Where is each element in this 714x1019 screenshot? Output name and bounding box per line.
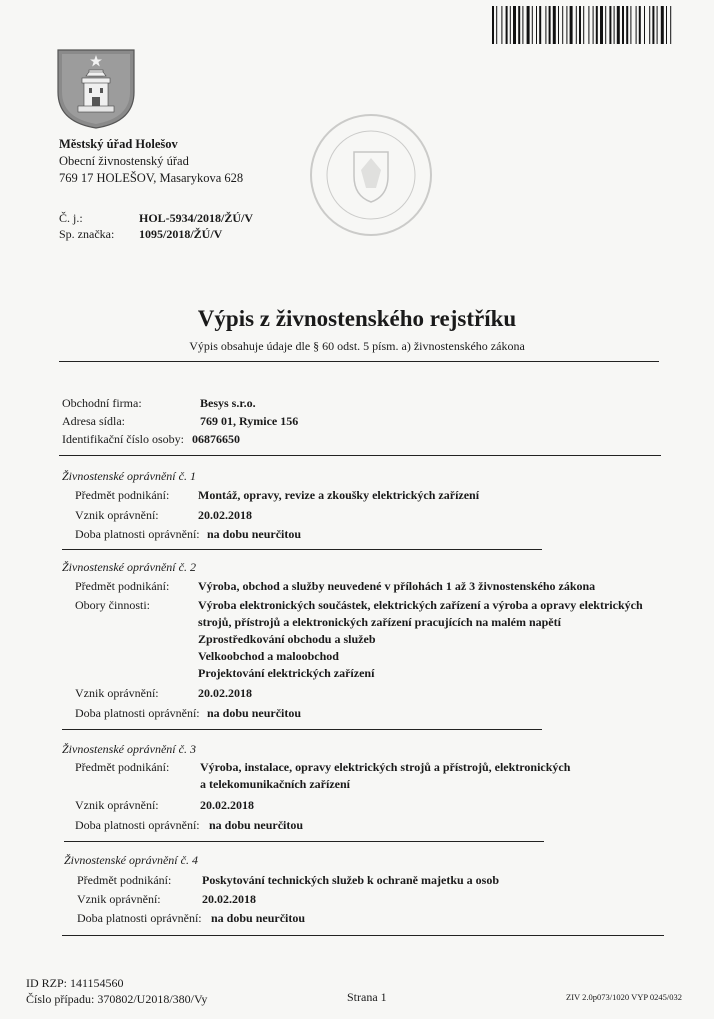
validity-value: na dobu neurčitou	[209, 818, 304, 832]
subject-value: Poskytování technických služeb k ochraně majetku a osob	[202, 873, 500, 887]
divider	[62, 729, 542, 730]
barcode	[492, 6, 704, 44]
validity-label: Doba platnosti oprávnění:	[75, 818, 200, 832]
subject-label: Předmět podnikání:	[75, 488, 170, 502]
holesov-coat-of-arms-icon	[56, 48, 136, 130]
license-heading: Živnostenské oprávnění č. 4	[64, 853, 198, 867]
validity-value: na dobu neurčitou	[211, 911, 306, 925]
divider	[59, 455, 661, 456]
validity-value: na dobu neurčitou	[207, 706, 302, 720]
document-subtitle: Výpis obsahuje údaje dle § 60 odst. 5 písm. a) živnostenského zákona	[189, 339, 525, 353]
field-item: Výroba elektronických součástek, elektrických zařízení a výroba a opravy elektrických	[198, 598, 643, 612]
subject-value: a telekomunikačních zařízení	[200, 777, 350, 791]
official-stamp-icon	[306, 110, 436, 240]
sp-label: Sp. značka:	[59, 227, 115, 241]
cj-label: Č. j.:	[59, 211, 83, 225]
address-value: 769 01, Rymice 156	[200, 414, 299, 428]
field-item: Projektování elektrických zařízení	[198, 666, 375, 680]
divider	[62, 549, 542, 550]
origin-value: 20.02.2018	[202, 892, 256, 906]
form-code: ZIV 2.0p073/1020 VYP 0245/032	[566, 992, 683, 1002]
license-heading: Živnostenské oprávnění č. 1	[62, 469, 196, 483]
subject-value: Montáž, opravy, revize a zkoušky elektrických zařízení	[198, 488, 480, 502]
license-heading: Živnostenské oprávnění č. 3	[62, 742, 196, 756]
license-heading: Živnostenské oprávnění č. 2	[62, 560, 196, 574]
office-department: Obecní živnostenský úřad	[59, 154, 189, 168]
document-title: Výpis z živnostenského rejstříku	[197, 306, 517, 331]
page-number: Strana 1	[347, 990, 387, 1004]
divider	[64, 841, 544, 842]
subject-value: Výroba, instalace, opravy elektrických strojů a přístrojů, elektronických	[200, 760, 571, 774]
firm-value: Besys s.r.o.	[200, 396, 256, 410]
divider	[62, 935, 664, 936]
address-label: Adresa sídla:	[62, 414, 125, 428]
validity-value: na dobu neurčitou	[207, 527, 302, 541]
field-item: Velkoobchod a maloobchod	[198, 649, 339, 663]
origin-label: Vznik oprávnění:	[75, 798, 159, 812]
origin-label: Vznik oprávnění:	[75, 686, 159, 700]
origin-label: Vznik oprávnění:	[77, 892, 161, 906]
origin-value: 20.02.2018	[198, 686, 252, 700]
office-name: Městský úřad Holešov	[59, 137, 178, 151]
subject-label: Předmět podnikání:	[75, 579, 170, 593]
rzp-id: ID RZP: 141154560	[26, 976, 124, 990]
cj-value: HOL-5934/2018/ŽÚ/V	[139, 211, 254, 225]
validity-label: Doba platnosti oprávnění:	[75, 706, 200, 720]
origin-label: Vznik oprávnění:	[75, 508, 159, 522]
field-item: strojů, přístrojů a elektronických zařízení pracujících na malém napětí	[198, 615, 561, 629]
validity-label: Doba platnosti oprávnění:	[75, 527, 200, 541]
subject-value: Výroba, obchod a služby neuvedené v přílohách 1 až 3 živnostenského zákona	[198, 579, 596, 593]
sp-value: 1095/2018/ŽÚ/V	[139, 227, 223, 241]
office-address: 769 17 HOLEŠOV, Masarykova 628	[59, 171, 244, 185]
subject-label: Předmět podnikání:	[75, 760, 170, 774]
origin-value: 20.02.2018	[198, 508, 252, 522]
divider	[59, 361, 659, 362]
id-label: Identifikační číslo osoby:	[62, 432, 184, 446]
case-number: Číslo případu: 370802/U2018/380/Vy	[26, 992, 208, 1006]
origin-value: 20.02.2018	[200, 798, 254, 812]
subject-label: Předmět podnikání:	[77, 873, 172, 887]
field-item: Zprostředkování obchodu a služeb	[198, 632, 376, 646]
validity-label: Doba platnosti oprávnění:	[77, 911, 202, 925]
fields-label: Obory činnosti:	[75, 598, 150, 612]
firm-label: Obchodní firma:	[62, 396, 142, 410]
id-value: 06876650	[192, 432, 240, 446]
